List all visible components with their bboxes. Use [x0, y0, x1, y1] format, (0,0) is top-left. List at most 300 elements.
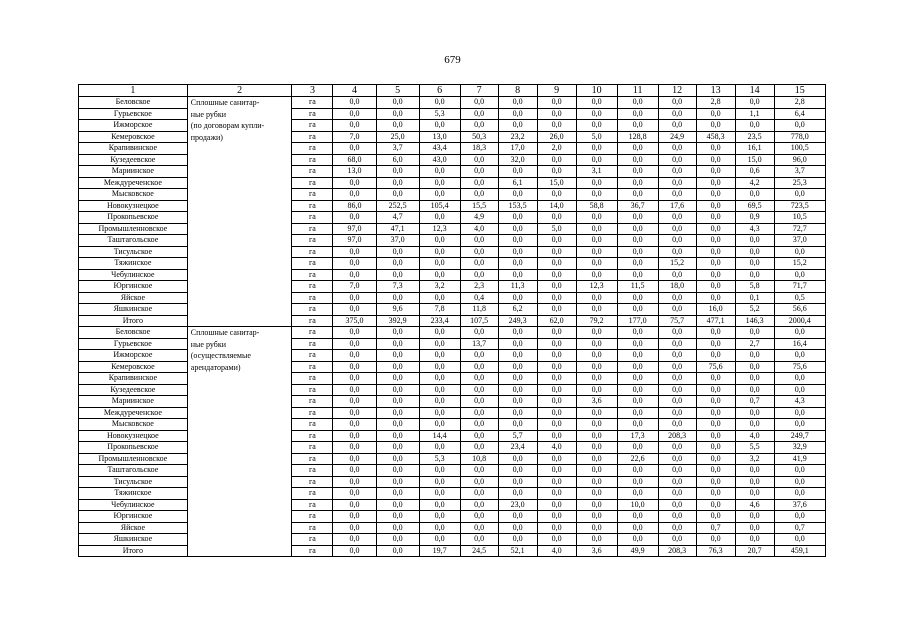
- value-cell: 0,0: [696, 430, 735, 442]
- value-cell: 0,0: [576, 269, 617, 281]
- value-cell: 0,0: [537, 488, 576, 500]
- value-cell: 0,0: [696, 235, 735, 247]
- value-cell: 0,0: [498, 212, 537, 224]
- unit-cell: га: [292, 407, 333, 419]
- value-cell: 0,0: [333, 189, 376, 201]
- value-cell: 0,0: [333, 177, 376, 189]
- region-name-cell: Яйское: [79, 522, 188, 534]
- value-cell: 0,0: [333, 269, 376, 281]
- value-cell: 0,0: [658, 97, 696, 109]
- value-cell: 0,0: [617, 304, 658, 316]
- value-cell: 0,0: [333, 465, 376, 477]
- value-cell: 0,0: [376, 292, 419, 304]
- value-cell: 0,0: [376, 108, 419, 120]
- value-cell: 0,0: [498, 419, 537, 431]
- value-cell: 4,7: [376, 212, 419, 224]
- unit-cell: га: [292, 258, 333, 270]
- value-cell: 17,0: [498, 143, 537, 155]
- value-cell: 16,4: [774, 338, 825, 350]
- value-cell: 0,0: [537, 292, 576, 304]
- column-number-header: 3: [292, 85, 333, 97]
- value-cell: 3,2: [735, 453, 774, 465]
- value-cell: 0,0: [617, 246, 658, 258]
- value-cell: 0,0: [735, 522, 774, 534]
- region-name-cell: Беловское: [79, 97, 188, 109]
- value-cell: 0,0: [460, 235, 498, 247]
- value-cell: 0,0: [735, 534, 774, 546]
- value-cell: 0,0: [333, 453, 376, 465]
- value-cell: 0,0: [419, 350, 460, 362]
- value-cell: 0,0: [498, 453, 537, 465]
- value-cell: 0,0: [696, 350, 735, 362]
- value-cell: 0,0: [498, 292, 537, 304]
- region-name-cell: Чебулинское: [79, 499, 188, 511]
- value-cell: 0,0: [419, 97, 460, 109]
- unit-cell: га: [292, 200, 333, 212]
- value-cell: 0,0: [617, 361, 658, 373]
- value-cell: 0,0: [617, 407, 658, 419]
- value-cell: 0,0: [376, 465, 419, 477]
- value-cell: 0,0: [333, 534, 376, 546]
- value-cell: 0,0: [333, 108, 376, 120]
- value-cell: 75,7: [658, 315, 696, 327]
- value-cell: 10,0: [617, 499, 658, 511]
- value-cell: 0,0: [419, 338, 460, 350]
- value-cell: 0,0: [376, 166, 419, 178]
- value-cell: 0,0: [498, 534, 537, 546]
- value-cell: 0,0: [376, 442, 419, 454]
- value-cell: 0,0: [333, 292, 376, 304]
- value-cell: 0,7: [774, 522, 825, 534]
- value-cell: 0,0: [537, 258, 576, 270]
- value-cell: 0,0: [696, 419, 735, 431]
- value-cell: 5,3: [419, 453, 460, 465]
- value-cell: 0,0: [696, 488, 735, 500]
- value-cell: 0,0: [617, 534, 658, 546]
- unit-cell: га: [292, 350, 333, 362]
- value-cell: 0,0: [658, 373, 696, 385]
- value-cell: 0,0: [696, 177, 735, 189]
- value-cell: 12,3: [576, 281, 617, 293]
- value-cell: 4,6: [735, 499, 774, 511]
- value-cell: 458,3: [696, 131, 735, 143]
- value-cell: 3,6: [576, 545, 617, 557]
- column-number-header: 1: [79, 85, 188, 97]
- column-number-header: 11: [617, 85, 658, 97]
- value-cell: 0,0: [617, 327, 658, 339]
- region-name-cell: Мариинское: [79, 166, 188, 178]
- value-cell: 97,0: [333, 235, 376, 247]
- unit-cell: га: [292, 212, 333, 224]
- value-cell: 0,0: [419, 534, 460, 546]
- value-cell: 0,0: [658, 246, 696, 258]
- value-cell: 0,0: [333, 499, 376, 511]
- value-cell: 0,0: [696, 166, 735, 178]
- value-cell: 0,0: [460, 258, 498, 270]
- value-cell: 0,0: [498, 269, 537, 281]
- region-name-cell: Крапивинское: [79, 143, 188, 155]
- unit-cell: га: [292, 177, 333, 189]
- value-cell: 3,1: [576, 166, 617, 178]
- value-cell: 0,0: [774, 350, 825, 362]
- value-cell: 0,0: [735, 465, 774, 477]
- unit-cell: га: [292, 465, 333, 477]
- value-cell: 4,0: [735, 430, 774, 442]
- value-cell: 0,0: [617, 476, 658, 488]
- value-cell: 0,0: [537, 108, 576, 120]
- value-cell: 23,2: [498, 131, 537, 143]
- value-cell: 0,0: [419, 235, 460, 247]
- value-cell: 0,0: [658, 419, 696, 431]
- value-cell: 0,0: [774, 488, 825, 500]
- value-cell: 0,0: [376, 534, 419, 546]
- value-cell: 37,0: [376, 235, 419, 247]
- value-cell: 0,0: [774, 269, 825, 281]
- region-name-cell: Кемеровское: [79, 131, 188, 143]
- value-cell: 0,0: [617, 212, 658, 224]
- value-cell: 15,2: [774, 258, 825, 270]
- value-cell: 0,0: [658, 235, 696, 247]
- value-cell: 459,1: [774, 545, 825, 557]
- value-cell: 5,2: [735, 304, 774, 316]
- value-cell: 0,7: [696, 522, 735, 534]
- value-cell: 0,0: [498, 396, 537, 408]
- value-cell: 392,9: [376, 315, 419, 327]
- value-cell: 208,3: [658, 545, 696, 557]
- value-cell: 0,0: [658, 143, 696, 155]
- value-cell: 4,0: [460, 223, 498, 235]
- value-cell: 0,0: [696, 292, 735, 304]
- value-cell: 0,0: [617, 442, 658, 454]
- value-cell: 0,0: [460, 361, 498, 373]
- region-name-cell: Итого: [79, 545, 188, 557]
- value-cell: 0,0: [658, 212, 696, 224]
- value-cell: 2000,4: [774, 315, 825, 327]
- value-cell: 0,0: [617, 223, 658, 235]
- value-cell: 11,3: [498, 281, 537, 293]
- value-cell: 0,0: [617, 177, 658, 189]
- value-cell: 2,7: [735, 338, 774, 350]
- region-name-cell: Чебулинское: [79, 269, 188, 281]
- value-cell: 0,0: [576, 384, 617, 396]
- value-cell: 0,0: [576, 304, 617, 316]
- value-cell: 0,0: [617, 97, 658, 109]
- value-cell: 16,0: [696, 304, 735, 316]
- region-name-cell: Тяжинское: [79, 258, 188, 270]
- value-cell: 0,0: [774, 327, 825, 339]
- value-cell: 26,0: [537, 131, 576, 143]
- value-cell: 0,0: [537, 154, 576, 166]
- value-cell: 100,5: [774, 143, 825, 155]
- value-cell: 50,3: [460, 131, 498, 143]
- region-name-cell: Тисульское: [79, 476, 188, 488]
- value-cell: 0,0: [658, 488, 696, 500]
- unit-cell: га: [292, 292, 333, 304]
- value-cell: 0,0: [498, 327, 537, 339]
- cutting-type-cell: [187, 327, 292, 557]
- region-name-cell: Кузедеевское: [79, 384, 188, 396]
- column-number-header: 13: [696, 85, 735, 97]
- value-cell: 0,0: [460, 476, 498, 488]
- value-cell: 0,0: [617, 120, 658, 132]
- region-name-cell: Тяжинское: [79, 488, 188, 500]
- value-cell: 0,0: [658, 292, 696, 304]
- unit-cell: га: [292, 511, 333, 523]
- value-cell: 0,0: [617, 419, 658, 431]
- value-cell: 15,5: [460, 200, 498, 212]
- value-cell: 0,0: [376, 269, 419, 281]
- value-cell: 0,9: [735, 212, 774, 224]
- value-cell: 0,0: [537, 534, 576, 546]
- cutting-type-cell: [187, 97, 292, 327]
- column-number-header: 6: [419, 85, 460, 97]
- value-cell: 0,0: [696, 154, 735, 166]
- value-cell: 0,0: [576, 465, 617, 477]
- value-cell: 0,0: [576, 292, 617, 304]
- value-cell: 0,0: [498, 258, 537, 270]
- value-cell: 0,0: [376, 419, 419, 431]
- value-cell: 0,0: [576, 235, 617, 247]
- value-cell: 0,0: [333, 361, 376, 373]
- value-cell: 0,0: [419, 327, 460, 339]
- value-cell: 0,0: [774, 534, 825, 546]
- value-cell: 7,3: [376, 281, 419, 293]
- value-cell: 0,0: [617, 522, 658, 534]
- value-cell: 32,9: [774, 442, 825, 454]
- value-cell: 0,0: [658, 350, 696, 362]
- value-cell: 0,0: [498, 97, 537, 109]
- value-cell: 0,0: [333, 407, 376, 419]
- value-cell: 0,0: [419, 384, 460, 396]
- column-number-header: 4: [333, 85, 376, 97]
- value-cell: 6,2: [498, 304, 537, 316]
- value-cell: 0,0: [658, 407, 696, 419]
- value-cell: 0,0: [696, 384, 735, 396]
- value-cell: 0,0: [735, 361, 774, 373]
- value-cell: 0,0: [419, 419, 460, 431]
- value-cell: 52,1: [498, 545, 537, 557]
- value-cell: 723,5: [774, 200, 825, 212]
- value-cell: 0,0: [460, 407, 498, 419]
- value-cell: 0,0: [576, 419, 617, 431]
- value-cell: 0,0: [460, 120, 498, 132]
- value-cell: 0,0: [617, 511, 658, 523]
- value-cell: 208,3: [658, 430, 696, 442]
- value-cell: 0,0: [576, 511, 617, 523]
- value-cell: 0,0: [376, 177, 419, 189]
- value-cell: 69,5: [735, 200, 774, 212]
- value-cell: 0,0: [376, 246, 419, 258]
- value-cell: 0,0: [774, 465, 825, 477]
- value-cell: 0,0: [696, 476, 735, 488]
- value-cell: 0,5: [774, 292, 825, 304]
- unit-cell: га: [292, 522, 333, 534]
- value-cell: 0,0: [376, 338, 419, 350]
- value-cell: 0,0: [537, 361, 576, 373]
- value-cell: 0,0: [658, 327, 696, 339]
- value-cell: 0,0: [696, 534, 735, 546]
- value-cell: 0,0: [735, 246, 774, 258]
- value-cell: 0,0: [658, 154, 696, 166]
- value-cell: 0,0: [419, 373, 460, 385]
- region-name-cell: Прокопьевское: [79, 212, 188, 224]
- value-cell: 0,0: [576, 430, 617, 442]
- value-cell: 3,7: [376, 143, 419, 155]
- value-cell: 0,0: [658, 304, 696, 316]
- value-cell: 0,0: [658, 166, 696, 178]
- value-cell: 0,0: [498, 350, 537, 362]
- value-cell: 5,8: [735, 281, 774, 293]
- value-cell: 0,0: [696, 373, 735, 385]
- value-cell: 0,0: [576, 488, 617, 500]
- value-cell: 0,0: [537, 338, 576, 350]
- value-cell: 0,0: [537, 522, 576, 534]
- unit-cell: га: [292, 338, 333, 350]
- value-cell: 37,0: [774, 235, 825, 247]
- value-cell: 0,0: [419, 465, 460, 477]
- value-cell: 0,0: [333, 97, 376, 109]
- value-cell: 0,0: [735, 488, 774, 500]
- value-cell: 0,0: [460, 430, 498, 442]
- value-cell: 0,0: [537, 419, 576, 431]
- value-cell: 0,0: [460, 177, 498, 189]
- value-cell: 0,0: [333, 545, 376, 557]
- value-cell: 0,0: [333, 143, 376, 155]
- value-cell: 43,0: [419, 154, 460, 166]
- value-cell: 15,0: [735, 154, 774, 166]
- unit-cell: га: [292, 534, 333, 546]
- value-cell: 0,0: [576, 476, 617, 488]
- value-cell: 20,7: [735, 545, 774, 557]
- value-cell: 76,3: [696, 545, 735, 557]
- value-cell: 0,0: [537, 384, 576, 396]
- column-number-header: 10: [576, 85, 617, 97]
- value-cell: 252,5: [376, 200, 419, 212]
- value-cell: 0,0: [576, 327, 617, 339]
- value-cell: 0,0: [696, 189, 735, 201]
- value-cell: 0,0: [735, 384, 774, 396]
- value-cell: 0,0: [460, 465, 498, 477]
- value-cell: 0,0: [735, 258, 774, 270]
- value-cell: 0,0: [419, 292, 460, 304]
- value-cell: 0,0: [460, 154, 498, 166]
- value-cell: 0,0: [576, 499, 617, 511]
- value-cell: 0,0: [376, 453, 419, 465]
- value-cell: 0,0: [696, 212, 735, 224]
- cutting-type-label: Сплошные санитар- ные рубки (по договорам купли- продажи): [190, 98, 265, 142]
- value-cell: 0,0: [617, 384, 658, 396]
- value-cell: 0,0: [537, 499, 576, 511]
- value-cell: 3,2: [419, 281, 460, 293]
- value-cell: 0,1: [735, 292, 774, 304]
- column-number-header: 5: [376, 85, 419, 97]
- value-cell: 0,0: [376, 407, 419, 419]
- value-cell: 0,0: [696, 499, 735, 511]
- value-cell: 0,0: [460, 373, 498, 385]
- value-cell: 7,0: [333, 281, 376, 293]
- unit-cell: га: [292, 166, 333, 178]
- value-cell: 0,0: [333, 488, 376, 500]
- value-cell: 0,0: [617, 465, 658, 477]
- column-number-header: 8: [498, 85, 537, 97]
- value-cell: 107,5: [460, 315, 498, 327]
- value-cell: 23,0: [498, 499, 537, 511]
- value-cell: 49,9: [617, 545, 658, 557]
- value-cell: 0,0: [419, 442, 460, 454]
- value-cell: 0,0: [376, 522, 419, 534]
- value-cell: 0,0: [460, 166, 498, 178]
- unit-cell: га: [292, 545, 333, 557]
- value-cell: 4,3: [735, 223, 774, 235]
- value-cell: 0,0: [576, 442, 617, 454]
- value-cell: 0,0: [537, 373, 576, 385]
- value-cell: 0,0: [537, 166, 576, 178]
- value-cell: 0,0: [696, 281, 735, 293]
- value-cell: 75,6: [774, 361, 825, 373]
- value-cell: 0,0: [735, 419, 774, 431]
- unit-cell: га: [292, 189, 333, 201]
- region-name-cell: Ижморское: [79, 350, 188, 362]
- value-cell: 0,0: [537, 327, 576, 339]
- value-cell: 0,0: [576, 212, 617, 224]
- value-cell: 3,7: [774, 166, 825, 178]
- value-cell: 0,0: [419, 488, 460, 500]
- value-cell: 0,0: [576, 189, 617, 201]
- column-number-header-row: [79, 85, 826, 97]
- value-cell: 0,0: [460, 396, 498, 408]
- unit-cell: га: [292, 384, 333, 396]
- value-cell: 0,0: [576, 154, 617, 166]
- value-cell: 11,8: [460, 304, 498, 316]
- value-cell: 0,0: [460, 522, 498, 534]
- value-cell: 0,0: [774, 373, 825, 385]
- value-cell: 0,0: [617, 488, 658, 500]
- unit-cell: га: [292, 419, 333, 431]
- value-cell: 0,0: [537, 453, 576, 465]
- value-cell: 15,0: [537, 177, 576, 189]
- region-name-cell: Таштагольское: [79, 235, 188, 247]
- unit-cell: га: [292, 442, 333, 454]
- value-cell: 0,0: [333, 246, 376, 258]
- value-cell: 0,0: [419, 407, 460, 419]
- value-cell: 23,4: [498, 442, 537, 454]
- value-cell: 0,0: [460, 350, 498, 362]
- value-cell: 0,0: [658, 453, 696, 465]
- value-cell: 0,0: [460, 488, 498, 500]
- value-cell: 0,0: [333, 327, 376, 339]
- unit-cell: га: [292, 396, 333, 408]
- value-cell: 0,0: [696, 453, 735, 465]
- value-cell: 0,0: [658, 338, 696, 350]
- value-cell: 0,0: [576, 120, 617, 132]
- value-cell: 15,2: [658, 258, 696, 270]
- value-cell: 0,0: [696, 108, 735, 120]
- value-cell: 0,0: [419, 511, 460, 523]
- column-number-header: 2: [187, 85, 292, 97]
- value-cell: 177,0: [617, 315, 658, 327]
- region-name-cell: Прокопьевское: [79, 442, 188, 454]
- value-cell: 0,0: [460, 189, 498, 201]
- value-cell: 0,0: [460, 384, 498, 396]
- value-cell: 0,0: [696, 396, 735, 408]
- value-cell: 0,0: [617, 269, 658, 281]
- value-cell: 18,3: [460, 143, 498, 155]
- unit-cell: га: [292, 453, 333, 465]
- unit-cell: га: [292, 143, 333, 155]
- region-name-cell: Мариинское: [79, 396, 188, 408]
- region-name-cell: Юргинское: [79, 281, 188, 293]
- value-cell: 0,0: [735, 373, 774, 385]
